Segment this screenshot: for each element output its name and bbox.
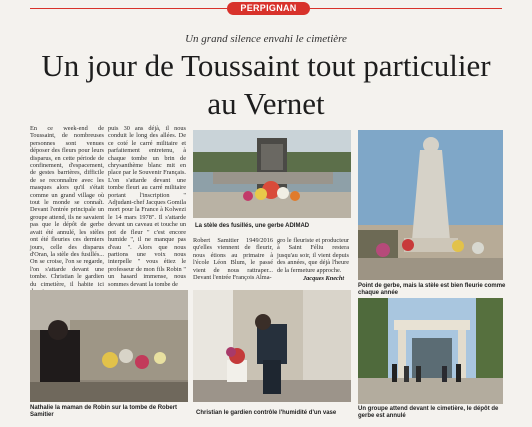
kicker: Un grand silence envahi le cimetière	[185, 33, 347, 45]
article-column-1: En ce week-end de Toussaint, de nombreuses personnes sont venues déposer des fleurs pour leurs disparus, en cette période de confinement, d'espacement, de gestes barrières, difficile de se reconnaître avec les masques alors qu'il s'était comme un grand village où tout le monde se connaît. Devant l'entrée principale un groupe attend, ils ne savaient pas que le dépôt de gerbe avait été annulé, les stèles ont été fleuries ces derniers jours, celle des disparus d'Oran, la stèle des fusillés... On se croise, l'on se regarde, l'on s'attarde devant une tombe. Christian le gardien du cimetière, il habite ici	[30, 125, 104, 288]
article-column-2: puis 30 ans déjà, il nous conduit le long des allées. De ce coté le carré militaire et parfaitement entretenu, à chaque tombe un brin de chrysanthème blanc mit en place par le Souvenir Français. L'on s'attarde devant une tombe fleuri au carré militaire portant l'inscription " Adjudant-chef Jacques Gomila mort pour la France à Kolwezi le 14 mars 1978". Il s'attarde devant un caveau et touche un pot de fleur " c'est encore humide ", il ne manque pas d'eau ". Alors que nous partions une voix nous interpelle " vous étiez le professeur de mon fils Robin " un hasard immense, nous sommes devant la tombe de	[108, 125, 186, 288]
photo-stele-fusilles	[193, 130, 351, 218]
caption-statue: Point de gerbe, mais la stèle est bien fleurie comme chaque année	[358, 283, 506, 296]
caption-nathalie: Nathalie la maman de Robin sur la tombe de Robert Samitier	[30, 405, 178, 418]
photo-christian	[193, 290, 351, 402]
caption-stele: La stèle des fusillés, une gerbe ADIMAD	[195, 223, 310, 229]
caption-christian: Christian le gardien contrôle l'humidité d'un vase	[196, 410, 337, 416]
caption-groupe: Un groupe attend devant le cimetière, le dépôt de gerbe est annulé	[358, 406, 499, 419]
article-column-3: Robert Samitier 1949/2016 qu'elles viennent de fleurir, nous étions au primaire à l'école Léon Blum, le passé vient de nous rattraper... Devant l'entrée François Alma-	[193, 237, 273, 282]
photo-nathalie	[30, 290, 188, 402]
photo-groupe	[358, 298, 503, 404]
headline: Un jour de Toussaint tout particulier au Vernet	[41, 48, 491, 121]
tag-rule-right	[310, 8, 502, 9]
author-signature: Jacques Knecht	[303, 275, 345, 282]
article-column-4: gro le fleuriste et producteur à Saint Féliu restera jusqu'au soir, il vient depuis des années, que déjà l'heure de la fermeture approche.	[277, 237, 349, 274]
tag-rule-left	[30, 8, 227, 9]
section-tag: PERPIGNAN	[227, 2, 310, 15]
photo-statue	[358, 130, 503, 280]
